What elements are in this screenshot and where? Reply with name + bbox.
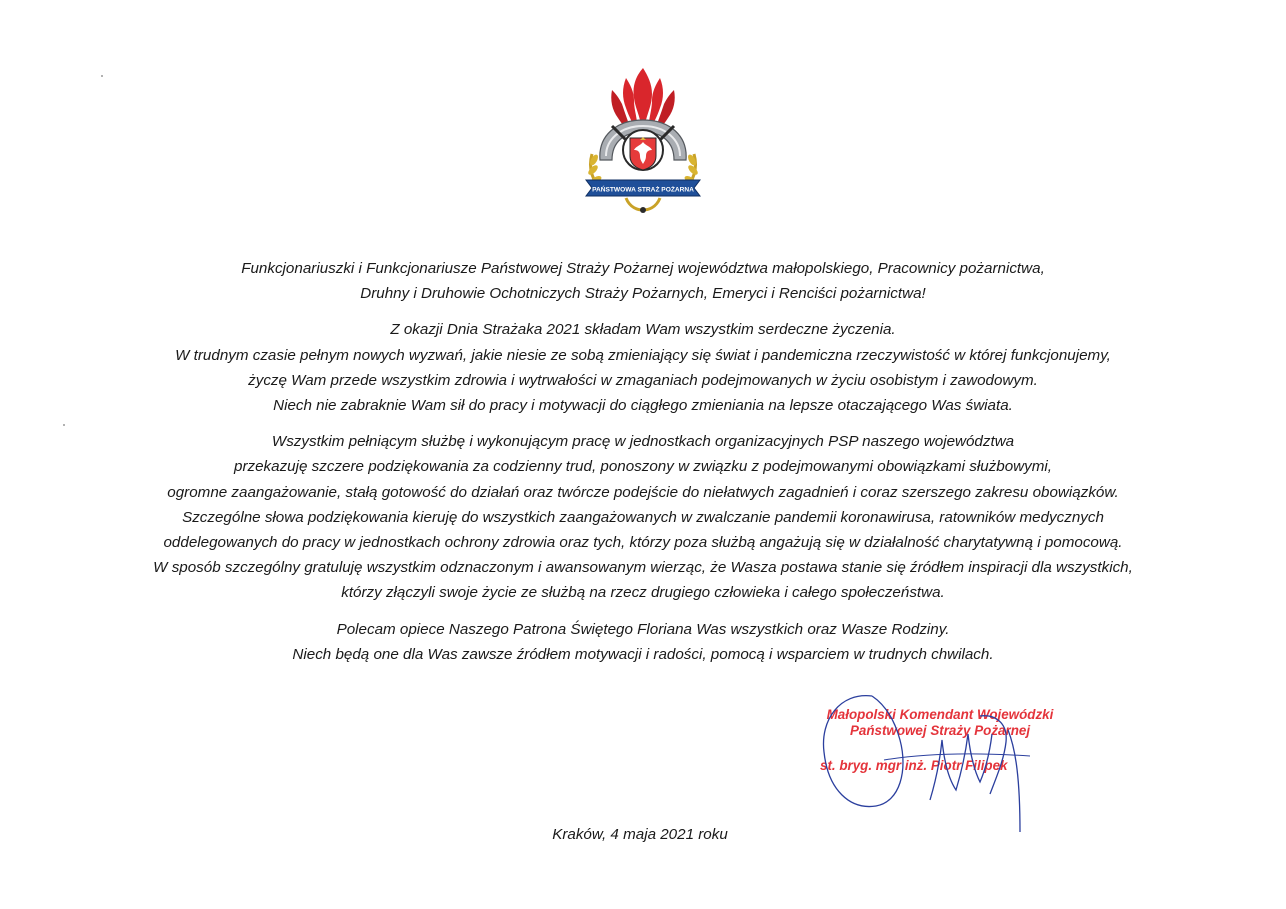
psp-emblem-logo (582, 64, 704, 216)
text-line: Wszystkim pełniącym służbę i wykonującym pracę w jednostkach organizacyjnych PSP naszego województwa (271, 433, 1015, 451)
text-line: którzy złączyli swoje życie ze służbą na rzecz drugiego człowieka i całego społeczeństwa. (341, 584, 945, 602)
text-line: Niech nie zabraknie Wam sił do pracy i motywacji do ciągłego zmieniania na lepsze otaczającego Was świata. (273, 397, 1013, 415)
text-line: Niech będą one dla Was zawsze źródłem motywacji i radości, pomocą i wsparciem w trudnych chwilach. (292, 645, 994, 663)
scan-speck (101, 75, 103, 77)
text-line: W sposób szczególny gratuluję wszystkim odznaczonym i awansowanym wierząc, że Wasza postawa stanie się źródłem inspiracji dla wszystkich, (153, 559, 1133, 577)
text-line: Druhny i Druhowie Ochotniczych Straży Pożarnych, Emeryci i Renciści pożarnictwa! (360, 285, 926, 303)
text-line: Szczególne słowa podziękowania kieruję do wszystkich zaangażowanych w zwalczanie pandemii koronawirusa, ratowników medycznych (182, 508, 1104, 526)
handwritten-signature-icon (780, 690, 1100, 840)
text-line: W trudnym czasie pełnym nowych wyzwań, jakie niesie ze sobą zmieniający się świat i pandemiczna rzeczywistość w której funkcjonujemy, (175, 346, 1111, 364)
knot-icon (626, 198, 660, 213)
text-line: oddelegowanych do pracy w jednostkach ochrony zdrowia oraz tych, którzy poza służbą angażują się w działalność charytatywną i pomocową. (163, 534, 1123, 552)
text-line: Polecam opiece Naszego Patrona Świętego Floriana Was wszystkich oraz Wasze Rodziny. (336, 620, 950, 638)
flame-icon (611, 68, 675, 126)
signature-block (780, 690, 1100, 840)
wishes-paragraph (60, 317, 1226, 418)
place-and-date: Kraków, 4 maja 2021 roku (552, 826, 728, 843)
thanks-paragraph (60, 429, 1226, 605)
text-line: ogromne zaangażowanie, stałą gotowość do działań oraz twórcze podejście do niełatwych zagadnień i coraz szerszego zakresu obowiązków. (167, 483, 1119, 501)
signatory-title-line2: Państwowej Straży Pożarnej (849, 723, 1031, 738)
letter-body (60, 256, 1226, 678)
text-line: Funkcjonariuszki i Funkcjonariusze Państwowej Straży Pożarnej województwa małopolskiego, Pracownicy pożarnictwa, (241, 260, 1045, 277)
text-line: Z okazji Dnia Strażaka 2021 składam Wam wszystkim serdeczne życzenia. (390, 321, 896, 339)
signatory-title-line1: Małopolski Komendant Wojewódzki (826, 707, 1054, 722)
blessing-paragraph (60, 617, 1226, 667)
text-line: przekazuję szczere podziękowania za codzienny trud, ponoszony w związku z podejmowanymi obowiązkami służbowymi, (234, 458, 1052, 476)
greeting-paragraph (60, 256, 1226, 306)
eagle-shield-icon (623, 130, 663, 170)
text-line: życzę Wam przede wszystkim zdrowia i wytrwałości w zmaganiach podejmowanych w życiu osobistym i zawodowym. (248, 371, 1038, 389)
ribbon-text: PAŃSTWOWA STRAŻ POŻARNA (592, 186, 694, 194)
ribbon-banner (586, 180, 700, 196)
signatory-name: st. bryg. mgr inż. Piotr Filipek (820, 758, 1008, 773)
